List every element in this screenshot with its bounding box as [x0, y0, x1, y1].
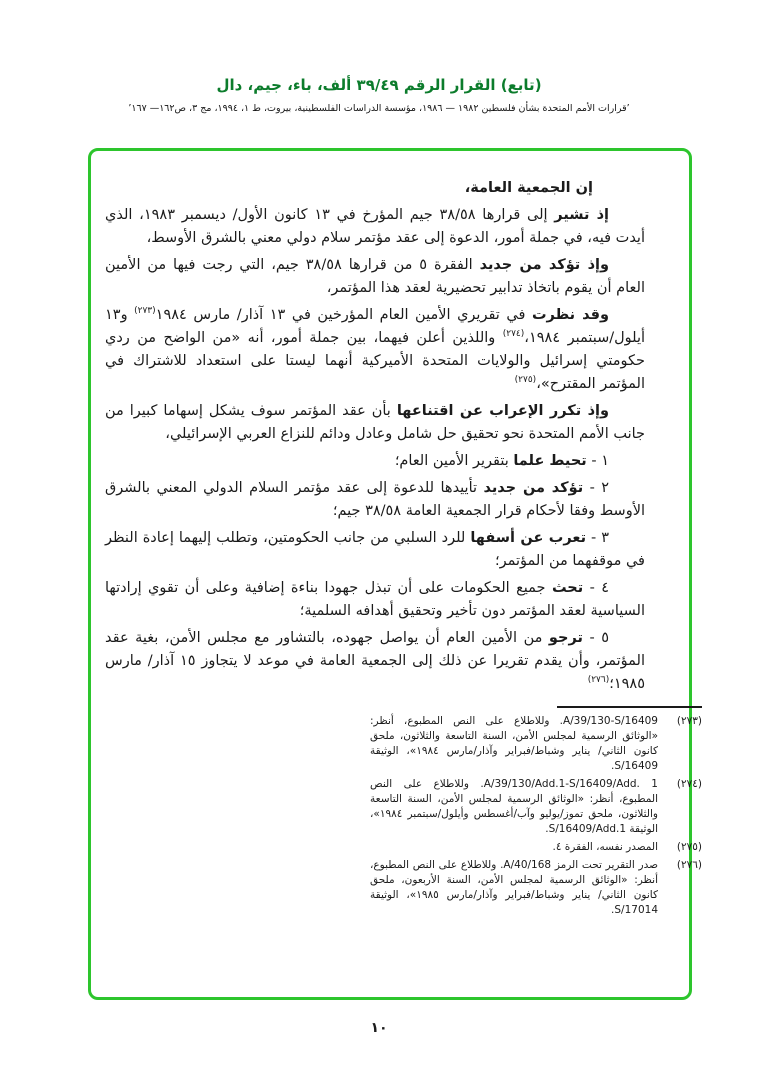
item-number: ١ -	[591, 453, 609, 469]
paragraph-text: الفقرة ٥ من قرارها ٣٨/٥٨ جيم، التي رجت فيها من الأمين العام أن يقوم باتخاذ تدابير تحضيرية لعقد هذا المؤتمر،	[105, 257, 645, 296]
item-text: للرد السلبي من جانب الحكومتين، وتطلب إليهما إعادة النظر في موقفهما من المؤتمر؛	[105, 530, 645, 569]
footnote	[370, 714, 702, 774]
item-text: بتقرير الأمين العام؛	[394, 453, 509, 469]
item-lead: تؤكد من جديد	[483, 480, 584, 496]
footnote	[370, 777, 702, 837]
paragraph-lead: وإذ تكرر الإعراب عن اقتناعها	[396, 403, 610, 419]
preamble-paragraph	[105, 254, 645, 300]
preamble-opening	[105, 177, 645, 200]
item-lead: ترجو	[548, 630, 583, 646]
item-text: جميع الحكومات على أن تبذل جهودا بناءة إضافية وعلى أن تقوي إرادتها السياسية لعقد المؤتمر دون تأخير وتحقيق أهدافه السلمية؛	[105, 580, 645, 619]
operative-paragraph	[105, 627, 645, 696]
preamble-paragraph	[105, 204, 645, 250]
operative-paragraph	[105, 450, 645, 473]
operative-paragraph	[105, 477, 645, 523]
preamble-paragraph	[105, 304, 645, 396]
source-citation: ’قرارات الأمم المتحدة بشأن فلسطين ١٩٨٢ — ١٩٨٦، مؤسسة الدراسات الفلسطينية، بيروت، ط ١، ١٩٩٤، مج ٣، ص١٦٢— ١٦٧’	[128, 103, 630, 114]
item-text: من الأمين العام أن يواصل جهوده، بالتشاور مع مجلس الأمن، بغية عقد المؤتمر، وأن يقدم تقريرا عن ذلك إلى الجمعية العامة في موعد لا يتجاوز ١٥ آذار/ مارس ١٩٨٥؛$^{(٢٧٦)}$	[105, 630, 645, 692]
item-lead: تحيط علما	[513, 453, 587, 469]
footnote-separator	[557, 706, 702, 708]
footnote	[370, 840, 702, 855]
paragraph-lead: إذ تشير	[554, 207, 610, 223]
footnote-number: (٢٧٥)	[676, 841, 702, 853]
paragraph-text: إلى قرارها ٣٨/٥٨ جيم المؤرخ في ١٣ كانون الأول/ ديسمبر ١٩٨٣، الذي أيدت فيه، في جملة أمور، الدعوة إلى عقد مؤتمر سلام دولي معني بالشرق الأوسط،	[105, 207, 645, 246]
paragraph-text: بأن عقد المؤتمر سوف يشكل إسهاما كبيرا من جانب الأمم المتحدة نحو تحقيق حل شامل وعادل ودائم للنزاع العربي الإسرائيلي،	[105, 403, 645, 442]
page-title: (تابع) القرار الرقم ٣٩/٤٩ ألف، باء، جيم، دال	[216, 76, 542, 94]
footnote-text: المصدر نفسه، الفقرة ٤.	[552, 841, 658, 853]
page-number: ١٠	[370, 1020, 388, 1036]
operative-paragraph	[105, 527, 645, 573]
footnote-text: A/39/130-S/16409. وللاطلاع على النص المطبوع، أنظر: «الوثائق الرسمية لمجلس الأمن، السنة التاسعة والثلاثون، ملحق كانون الثاني/ يناير وشباط/فبراير وآذار/مارس ١٩٨٤»، الوثيقة S/16409.	[370, 715, 658, 772]
item-text: تأييدها للدعوة إلى عقد مؤتمر السلام الدولي المعني بالشرق الأوسط وفقا لأحكام قرار الجمعية العامة ٣٨/٥٨ جيم؛	[105, 480, 645, 519]
opening-text: إن الجمعية العامة،	[464, 180, 593, 196]
footnote-number: (٢٧٤)	[676, 778, 702, 790]
item-number: ٣ -	[591, 530, 610, 546]
item-number: ٢ -	[589, 480, 609, 496]
footnotes-section	[370, 714, 702, 918]
resolution-frame	[88, 148, 702, 1000]
footnote-text: صدر التقرير تحت الرمز A/40/168. وللاطلاع على النص المطبوع، أنظر: «الوثائق الرسمية لمجلس الأمن، السنة الأربعون، ملحق كانون الثاني/ يناير وشباط/فبراير وآذار/مارس ١٩٨٥»، الوثيقة S/17014.	[370, 859, 658, 916]
footnote-number: (٢٧٦)	[676, 859, 702, 871]
operative-paragraph	[105, 577, 645, 623]
footnote-text: A/39/130/Add.1-S/16409/Add. 1. وللاطلاع على النص المطبوع، أنظر: «الوثائق الرسمية لمجلس الأمن، السنة التاسعة والثلاثون، ملحق تموز/يوليو وآب/أغسطس وأيلول/سبتمبر ١٩٨٤»، الوثيقة S/16409/Add.1.	[370, 778, 658, 835]
preamble-paragraph	[105, 400, 645, 446]
paragraph-text: في تقريري الأمين العام المؤرخين في ١٣ آذار/ مارس ١٩٨٤$^{(٢٧٣)}$ و١٣ أيلول/سبتمبر ١٩٨٤،$^{(٢٧٤)}$ واللذين أعلن فيهما، بين جملة أمور، أنه «من الواضح من ردي حكومتي إسرائيل والولايات المتحدة الأميركية أنهما ليستا على استعداد للاشتراك في المؤتمر المقترح»،$^{(٢٧٥)}$	[105, 306, 646, 392]
item-number: ٥ -	[589, 630, 610, 646]
footnote	[370, 858, 702, 918]
item-number: ٤ -	[589, 580, 610, 596]
footnote-number: (٢٧٣)	[676, 715, 702, 727]
paragraph-lead: وإذ تؤكد من جديد	[479, 257, 609, 273]
item-lead: تحث	[551, 580, 584, 596]
paragraph-lead: وقد نظرت	[531, 307, 609, 323]
item-lead: تعرب عن أسفها	[470, 530, 587, 546]
page-header	[0, 0, 758, 114]
